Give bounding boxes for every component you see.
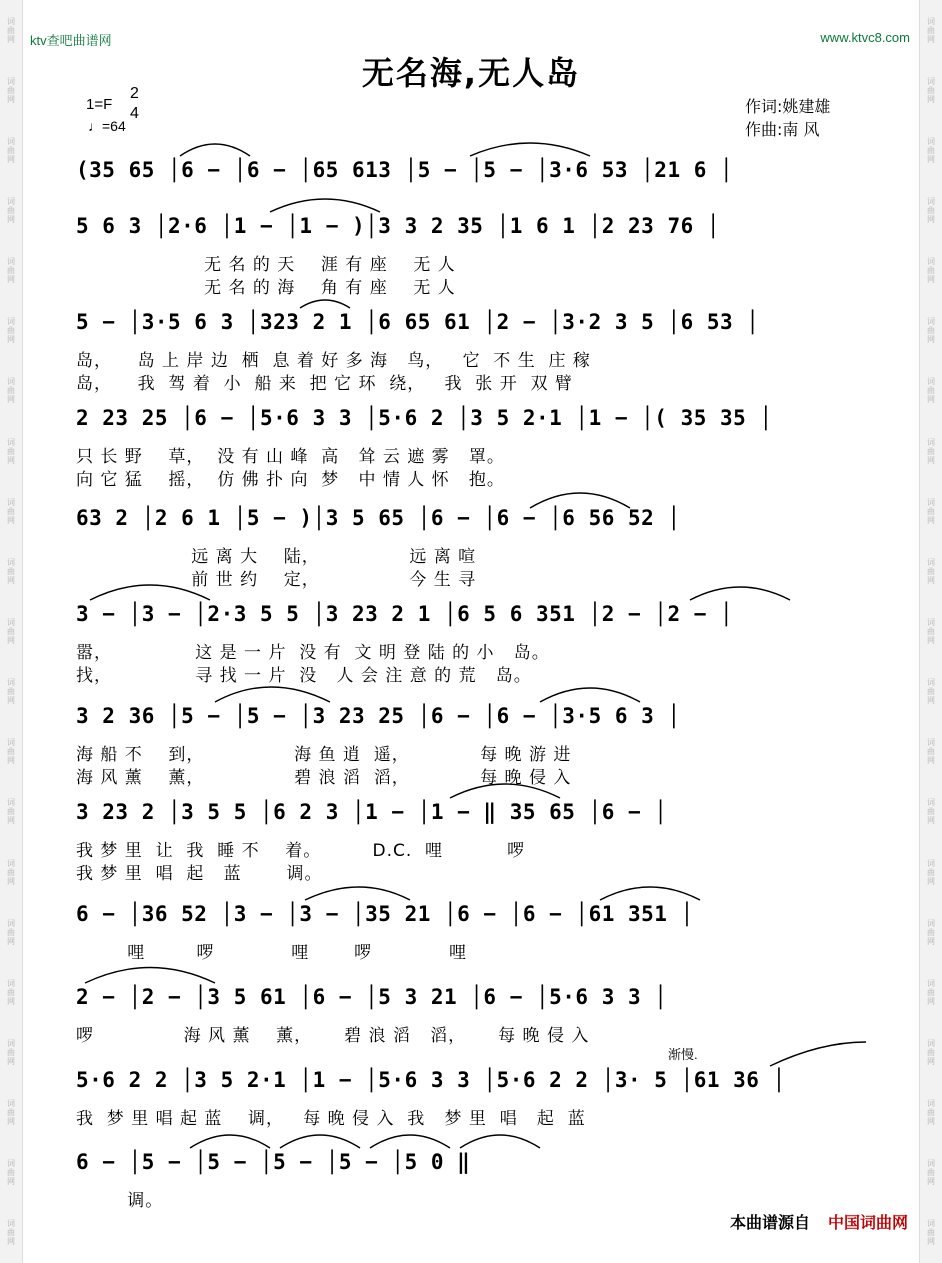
lyric-row-11: 我 梦 里 唱 起 蓝 调， 每 晚 侵 入 我 梦 里 唱 起 蓝 — [76, 1109, 586, 1129]
border-glyph: 词 曲 网 — [927, 257, 935, 285]
lyric-row-6-verse-1: 嚣， 这 是 一 片 没 有 文 明 登 陆 的 小 岛。 — [76, 643, 550, 663]
lyric-row-3-verse-1: 岛， 岛 上 岸 边 栖 息 着 好 多 海 鸟， 它 不 生 庄 稼 — [76, 351, 591, 371]
border-glyph: 词 曲 网 — [927, 196, 935, 224]
border-glyph: 词 曲 网 — [7, 76, 15, 104]
lyricist-credit: 作词:姚建雄 — [745, 97, 831, 116]
border-glyph: 词 曲 网 — [7, 497, 15, 525]
border-glyph: 词 曲 网 — [7, 257, 15, 285]
border-glyph: 词 曲 网 — [927, 76, 935, 104]
lyric-row-2-verse-2: 无 名 的 海 角 有 座 无 人 — [76, 278, 456, 298]
border-glyph: 词 曲 网 — [7, 16, 15, 44]
border-glyph: 词 曲 网 — [927, 317, 935, 345]
border-glyph: 词 曲 网 — [7, 437, 15, 465]
border-glyph: 词 曲 网 — [7, 317, 15, 345]
score-row-6: 3 − │3 − │2·3 5 5 │3 23 2 1 │6 5 6 351 │2 − │2 − │ — [76, 602, 734, 626]
border-glyph: 词 曲 网 — [7, 557, 15, 585]
meter-bottom: 4 — [130, 105, 139, 122]
right-border — [919, 0, 942, 1263]
tempo-marking: ♩=64 — [88, 118, 126, 134]
footer-label: 本曲谱源自 — [729, 1213, 810, 1232]
border-glyph: 词 曲 网 — [7, 1219, 15, 1247]
border-glyph: 词 曲 网 — [927, 1038, 935, 1066]
song-title: 无名海,无人岛 — [361, 54, 581, 92]
score-row-10: 2 − │2 − │3 5 61 │6 − │5 3 21 │6 − │5·6 3 3 │ — [76, 985, 668, 1009]
border-glyph: 词 曲 网 — [927, 557, 935, 585]
score-row-5: 63 2 │2 6 1 │5 − )│3 5 65 │6 − │6 − │6 56 52 │ — [76, 506, 681, 530]
score-row-4: 2 23 25 │6 − │5·6 3 3 │5·6 2 │3 5 2·1 │1 − │( 35 35 │ — [76, 406, 773, 430]
border-glyph: 词 曲 网 — [7, 738, 15, 766]
lyric-row-8-verse-2: 我 梦 里 唱 起 蓝 调。 — [76, 864, 323, 884]
border-glyph: 词 曲 网 — [7, 798, 15, 826]
lyric-row-3-verse-2: 岛， 我 驾 着 小 船 来 把 它 环 绕， 我 张 开 双 臂 — [76, 374, 573, 394]
border-glyph: 词 曲 网 — [927, 136, 935, 164]
key-signature: 1=F — [86, 96, 113, 113]
ritardando-mark: 渐慢. — [668, 1047, 698, 1062]
score-row-2: 5 6 3 │2·6 │1 − │1 − )│3 3 2 35 │1 6 1 │2 23 76 │ — [76, 214, 721, 238]
lyric-row-6-verse-2: 找， 寻 找 一 片 没 人 会 注 意 的 荒 岛。 — [76, 666, 532, 686]
lyric-row-4-verse-1: 只 长 野 草， 没 有 山 峰 高 耸 云 遮 雾 罩。 — [76, 447, 505, 467]
border-glyph: 词 曲 网 — [927, 437, 935, 465]
border-glyph: 词 曲 网 — [927, 678, 935, 706]
border-glyph: 词 曲 网 — [7, 377, 15, 405]
score-row-8: 3 23 2 │3 5 5 │6 2 3 │1 − │1 − ‖ 35 65 │6 − │ — [76, 800, 668, 824]
border-glyph: 词 曲 网 — [927, 617, 935, 645]
composer-credit: 作曲:南 风 — [745, 120, 820, 139]
footer-source-link[interactable]: 中国词曲网 — [827, 1213, 908, 1232]
border-glyph: 词 曲 网 — [927, 858, 935, 886]
lyric-row-4-verse-2: 向 它 猛 摇， 仿 佛 扑 向 梦 中 情 人 怀 抱。 — [76, 470, 505, 490]
border-glyph: 词 曲 网 — [7, 1159, 15, 1187]
score-row-3: 5 − │3·5 6 3 │323 2 1 │6 65 61 │2 − │3·2 3 5 │6 53 │ — [76, 310, 760, 334]
lyric-row-10: 啰 海 风 薰 薰， 碧 浪 滔 滔， 每 晚 侵 入 — [76, 1026, 590, 1046]
score-row-1: (35 65 │6 − │6 − │65 613 │5 − │5 − │3·6 53 │21 6 │ — [76, 158, 734, 182]
lyric-row-5-verse-1: 远 离 大 陆， 远 离 喧 — [76, 547, 477, 567]
lyric-row-9: 哩 啰 哩 啰 哩 — [76, 943, 467, 963]
border-glyph: 词 曲 网 — [927, 377, 935, 405]
border-glyph: 词 曲 网 — [927, 16, 935, 44]
score-row-11: 5·6 2 2 │3 5 2·1 │1 − │5·6 3 3 │5·6 2 2 │3· 5 │61 36 │ — [76, 1068, 786, 1092]
border-glyph: 词 曲 网 — [927, 1219, 935, 1247]
border-glyph: 词 曲 网 — [927, 918, 935, 946]
score-row-9: 6 − │36 52 │3 − │3 − │35 21 │6 − │6 − │61 351 │ — [76, 902, 694, 926]
border-glyph: 词 曲 网 — [927, 738, 935, 766]
border-glyph: 词 曲 网 — [7, 858, 15, 886]
lyric-row-7-verse-2: 海 风 薰 薰， 碧 浪 滔 滔， 每 晚 侵 入 — [76, 768, 572, 788]
border-glyph: 词 曲 网 — [927, 1099, 935, 1127]
border-glyph: 词 曲 网 — [927, 798, 935, 826]
border-glyph: 词 曲 网 — [7, 617, 15, 645]
border-glyph: 词 曲 网 — [7, 1038, 15, 1066]
site-label-left[interactable]: ktv查吧曲谱网 — [30, 33, 112, 48]
lyric-row-5-verse-2: 前 世 约 定， 今 生 寻 — [76, 570, 477, 590]
border-glyph: 词 曲 网 — [927, 497, 935, 525]
border-glyph: 词 曲 网 — [7, 196, 15, 224]
time-signature — [130, 84, 139, 124]
left-border — [0, 0, 23, 1263]
border-glyph: 词 曲 网 — [7, 678, 15, 706]
meter-top: 2 — [130, 85, 139, 102]
score-row-12: 6 − │5 − │5 − │5 − │5 − │5 0 ‖ — [76, 1150, 471, 1174]
border-glyph: 词 曲 网 — [927, 1159, 935, 1187]
border-glyph: 词 曲 网 — [927, 978, 935, 1006]
lyric-row-8-verse-1: 我 梦 里 让 我 睡 不 着。 D.C. 哩 啰 — [76, 841, 526, 861]
border-glyph: 词 曲 网 — [7, 1099, 15, 1127]
border-glyph: 词 曲 网 — [7, 978, 15, 1006]
lyric-row-2-verse-1: 无 名 的 天 涯 有 座 无 人 — [76, 255, 456, 275]
border-glyph: 词 曲 网 — [7, 918, 15, 946]
lyric-row-7-verse-1: 海 船 不 到， 海 鱼 逍 遥， 每 晚 游 进 — [76, 745, 572, 765]
source-footer — [730, 1210, 908, 1233]
score-row-7: 3 2 36 │5 − │5 − │3 23 25 │6 − │6 − │3·5 6 3 │ — [76, 704, 681, 728]
lyric-row-12: 调。 — [76, 1191, 164, 1211]
border-glyph: 词 曲 网 — [7, 136, 15, 164]
site-label-right[interactable]: www.ktvc8.com — [820, 30, 910, 45]
